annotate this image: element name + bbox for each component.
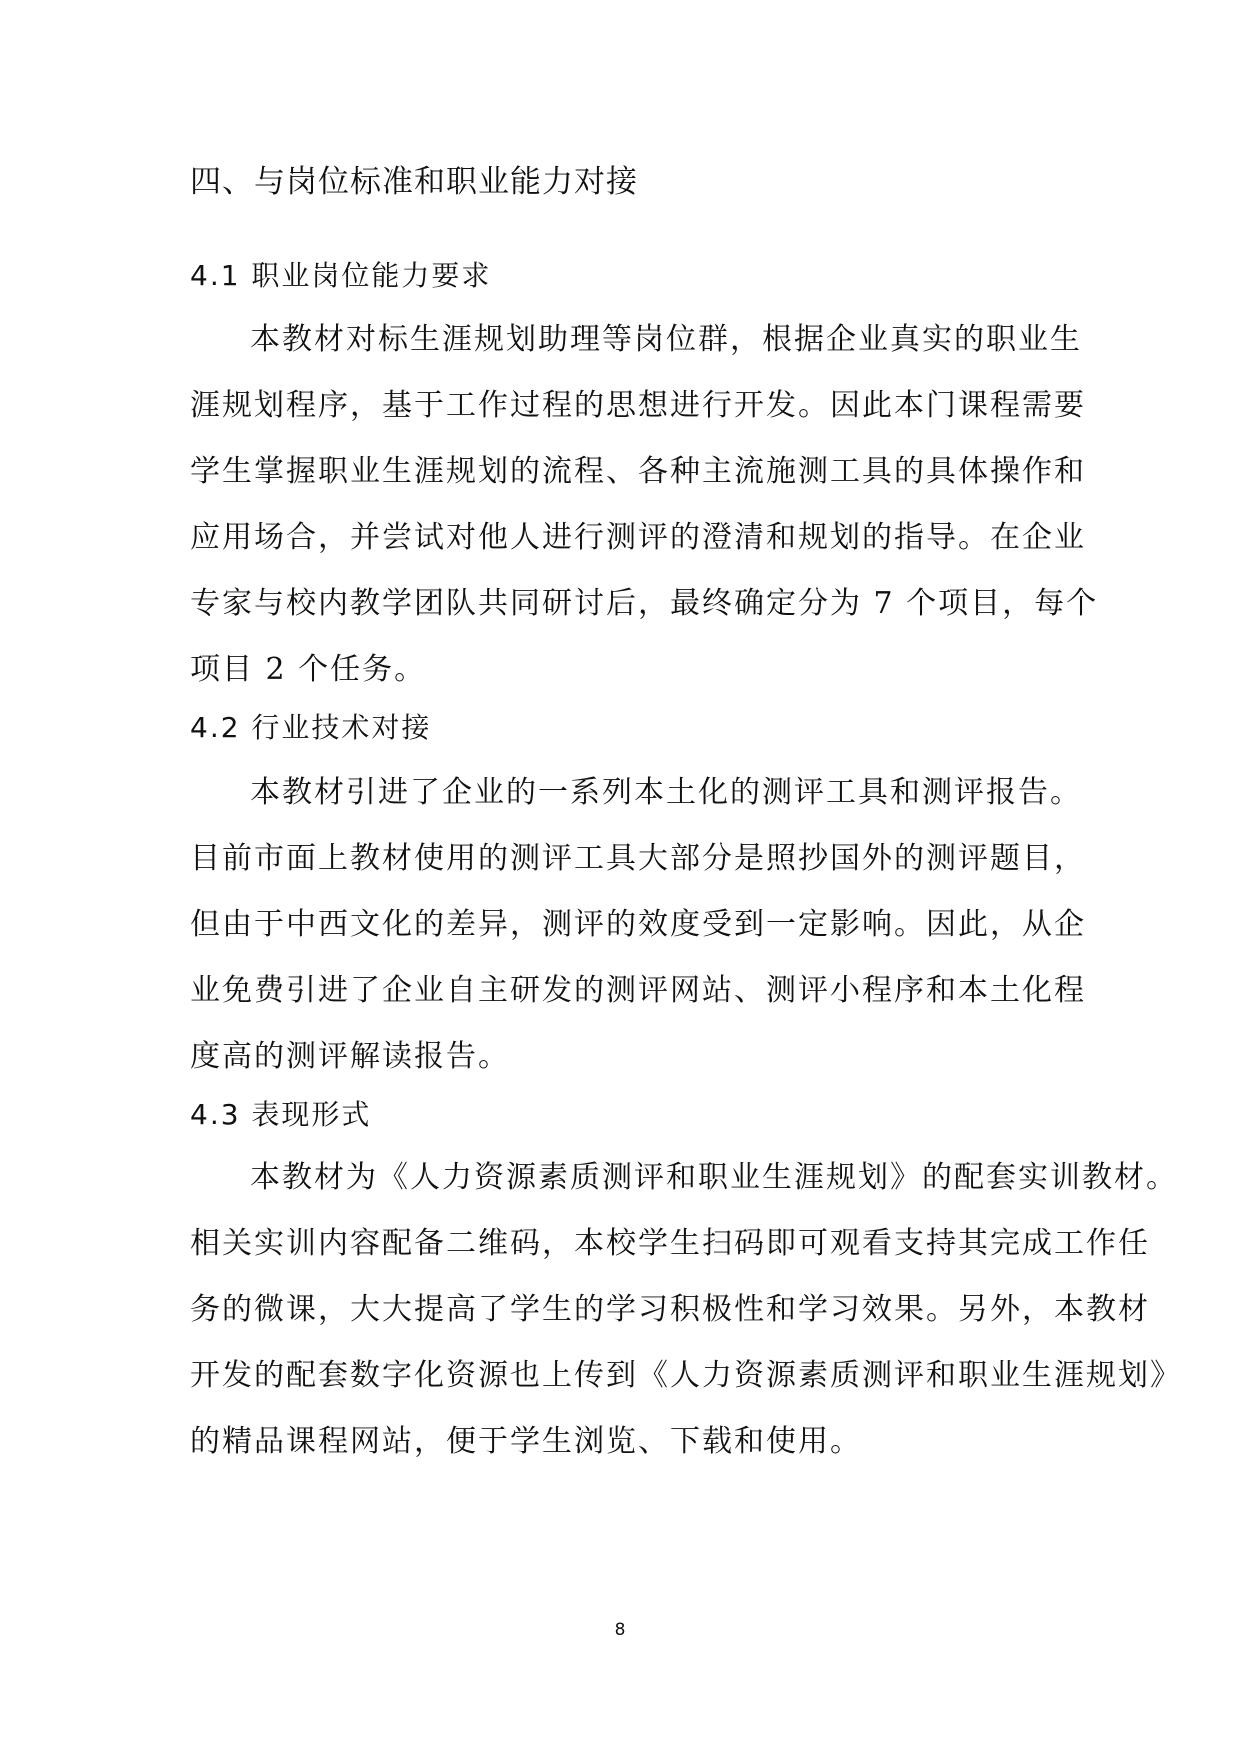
paragraph-line: 的精品课程网站，便于学生浏览、下载和使用。 xyxy=(190,1424,862,1459)
paragraph-line: 开发的配套数字化资源也上传到《人力资源素质测评和职业生涯规划》 xyxy=(190,1358,1182,1393)
paragraph-line: 应用场合，并尝试对他人进行测评的澄清和规划的指导。在企业 xyxy=(190,520,1086,555)
paragraph-line: 项目 2 个任务。 xyxy=(190,652,427,687)
paragraph-line: 学生掌握职业生涯规划的流程、各种主流施测工具的具体操作和 xyxy=(190,454,1086,489)
paragraph-line: 度高的测评解读报告。 xyxy=(190,1039,510,1074)
paragraph-line: 本教材引进了企业的一系列本土化的测评工具和测评报告。 xyxy=(250,775,1082,810)
paragraph-line: 业免费引进了企业自主研发的测评网站、测评小程序和本土化程 xyxy=(190,973,1086,1008)
paragraph-line: 本教材对标生涯规划助理等岗位群，根据企业真实的职业生 xyxy=(250,322,1082,357)
paragraph-line: 相关实训内容配备二维码，本校学生扫码即可观看支持其完成工作任 xyxy=(190,1226,1150,1261)
paragraph-line: 目前市面上教材使用的测评工具大部分是照抄国外的测评题目， xyxy=(190,841,1086,876)
page-number: 8 xyxy=(614,1620,626,1640)
paragraph-line: 涯规划程序，基于工作过程的思想进行开发。因此本门课程需要 xyxy=(190,388,1086,423)
subsection-title-4-2: 4.2 行业技术对接 xyxy=(190,711,432,744)
paragraph-line: 专家与校内教学团队共同研讨后，最终确定分为 7 个项目，每个 xyxy=(190,586,1099,621)
subsection-title-4-1: 4.1 职业岗位能力要求 xyxy=(190,259,492,292)
subsection-title-4-3: 4.3 表现形式 xyxy=(190,1098,372,1131)
paragraph-line: 务的微课，大大提高了学生的学习积极性和学习效果。另外，本教材 xyxy=(190,1292,1150,1327)
section-heading: 四、与岗位标准和职业能力对接 xyxy=(190,164,638,200)
paragraph-line: 但由于中西文化的差异，测评的效度受到一定影响。因此，从企 xyxy=(190,907,1086,942)
paragraph-line: 本教材为《人力资源素质测评和职业生涯规划》的配套实训教材。 xyxy=(250,1160,1178,1195)
